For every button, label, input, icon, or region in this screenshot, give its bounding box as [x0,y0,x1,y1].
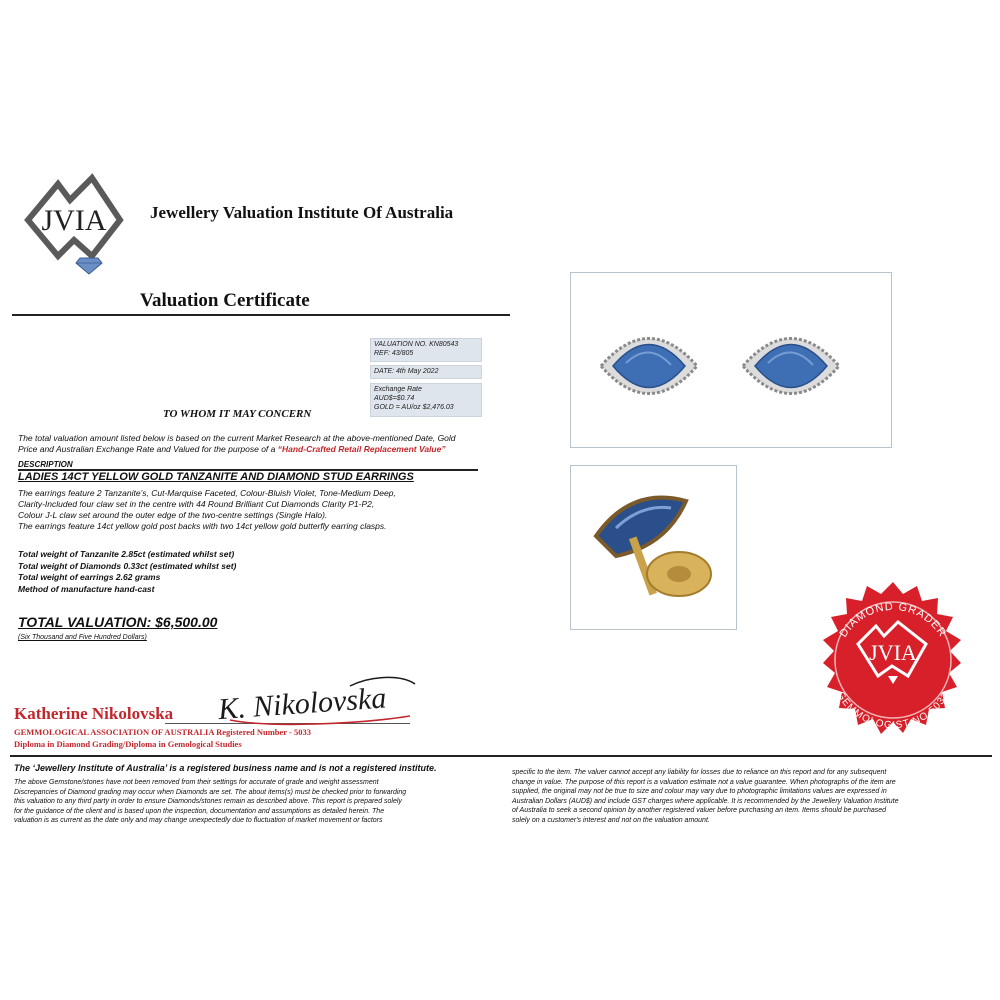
disclaimer-line: supplied, the original may not be true to size and colour may vary due to photographic limitations values are expressed in [512,788,887,795]
weight-line: Method of manufacture hand-cast [18,583,155,594]
weight-line: Total weight of Diamonds 0.33ct (estimated whilst set) [18,560,237,571]
seal-top-text: DIAMOND GRADER [837,600,949,640]
disclaimer-right-column [512,768,990,825]
disclaimer-line: change in value. The purpose of this report is a valuation estimate not a value guarantee. When photographs of the item are [512,778,896,786]
total-valuation-words: (Six Thousand and Five Hundred Dollars) [18,634,147,641]
intro-line-2: Price and Australian Exchange Rate and Valued for the purpose of a [18,443,276,454]
valuation-info-box [370,338,482,362]
reference-number: REF: 43/805 [374,350,414,357]
aud-rate: AUD$=$0.74 [374,395,415,402]
jvia-logo [18,170,128,280]
logo-text: JVIA [41,204,107,237]
description-label: DESCRIPTION [18,460,73,469]
disclaimer-rule [10,755,992,757]
disclaimer-line: valuation is as current as the date only and may change unexpectedly due to fluctuation of market movement or factors [14,817,383,824]
disclaimer-line: Discrepancies of Diamond grading may occur when Diamonds are set. The about items(s) must be checked prior to forwarding [14,788,407,796]
desc-line: Colour J-L claw set around the outer edge of the two-centre settings (Single Halo). [18,510,328,520]
valuation-number: VALUATION NO. KN80543 [374,341,459,348]
item-title: LADIES 14CT YELLOW GOLD TANZANITE AND DIAMOND STUD EARRINGS [18,471,414,483]
disclaimer-left-column [14,778,500,826]
signer-diplomas: Diploma in Diamond Grading/Diploma in Gemological Studies [14,739,242,749]
item-description [18,488,488,532]
disclaimer-line: specific to the item. The valuer cannot accept any liability for losses due to reliance on this report and for any subsequent [512,769,887,776]
earring-side-photo [570,465,737,630]
logo-diamond-icon [76,258,102,274]
certificate-title: Valuation Certificate [140,290,310,311]
earrings-front-photo [570,272,892,448]
desc-line: The earrings feature 14ct yellow gold post backs with two 14ct yellow gold butterfly earring clasps. [18,521,387,531]
disclaimer-line: The above Gemstone/stones have not been removed from their settings for accurate of grade and weight assessment [14,779,379,786]
desc-line: The earrings feature 2 Tanzanite’s, Cut-Marquise Faceted, Colour-Bluish Violet, Tone-Medium Deep, [18,488,396,498]
disclaimer-line: for the guidance of the client and is based upon the inspection, documentation and assumptions as detailed herein. The [14,807,385,815]
desc-line: Clarity-Included four claw set in the centre with 44 Round Brilliant Cut Diamonds Clarity P1-P2, [18,499,375,509]
svg-text:K. Nikolovska: K. Nikolovska [217,681,388,727]
diamond-grader-seal [808,580,978,750]
gold-rate: GOLD = AU/oz $2,476.03 [374,404,454,411]
intro-paragraph [18,433,498,454]
disclaimer-line: this valuation to any third party in order to ensure Diamonds/stones remain as described above. This report is prepared solely [14,798,402,805]
intro-line-1: The total valuation amount listed below is based on the current Market Research at the above-mentioned Date, Gold [18,433,456,443]
disclaimer-line: Australian Dollars (AUD$) and include GST charges where applicable. It is recommended by the Jewellery Valuation Institute [512,797,899,805]
signer-registration: GEMMOLOGICAL ASSOCIATION OF AUSTRALIA Registered Number - 5033 [14,727,311,737]
valuation-purpose: “Hand-Crafted Retail Replacement Value” [277,443,446,454]
total-valuation: TOTAL VALUATION: $6,500.00 [18,614,218,630]
weight-line: Total weight of Tanzanite 2.85ct (estimated whilst set) [18,549,235,559]
disclaimer-heading: The ‘Jewellery Institute of Australia’ is a registered business name and is not a registered institute. [14,763,437,773]
seal-center-text: JVIA [869,640,917,665]
signer-name: Katherine Nikolovska [14,704,174,723]
date-box [370,365,482,379]
weights-list [18,549,236,595]
disclaimer-line: of Australia to seek a second opinion by another registered valuer before purchasing an item. Items should be purchased [512,807,887,814]
to-whom-heading: TO WHOM IT MAY CONCERN [163,408,312,420]
title-rule [12,314,510,316]
exchange-rate-label: Exchange Rate [374,386,422,393]
exchange-rate-box [370,383,482,417]
disclaimer-line: solely on a customer's interest and not on the valuation amount. [512,816,710,824]
seal-bottom-text: GEMMOLOGIST NO 5033 [834,689,952,732]
institute-name: Jewellery Valuation Institute Of Australia [150,203,454,222]
valuation-date: DATE: 4th May 2022 [374,368,439,375]
weight-line: Total weight of earrings 2.62 grams [18,572,161,582]
